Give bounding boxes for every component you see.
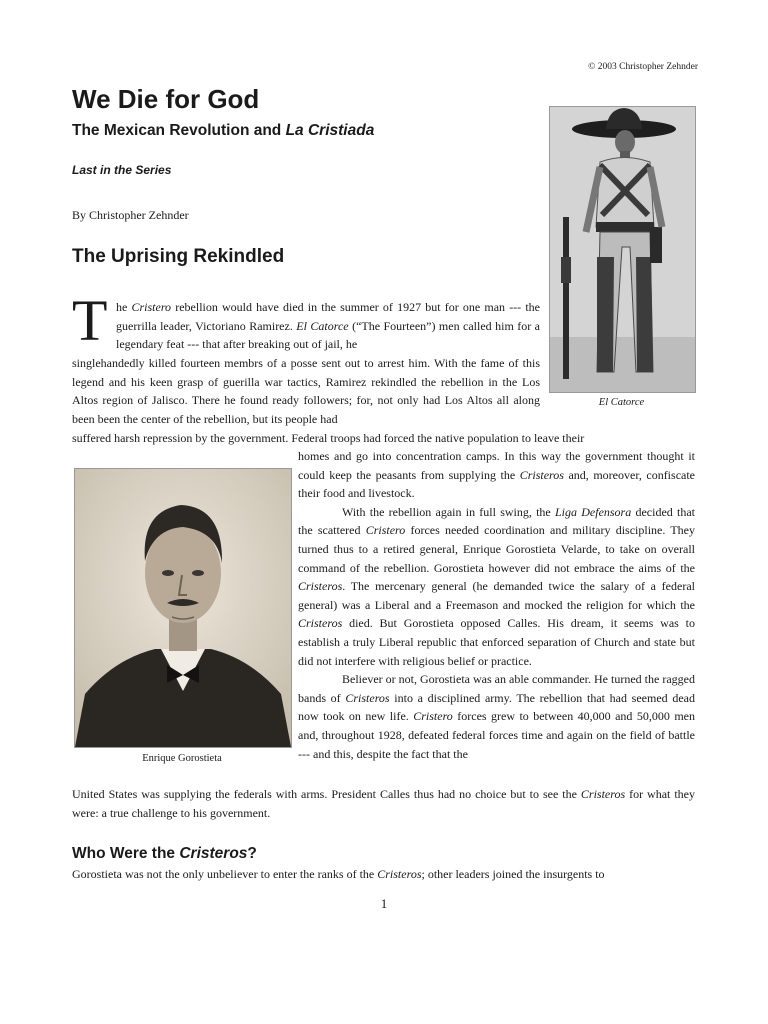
paragraph-1-lines-4-7 (72, 354, 540, 428)
paragraph-2 (298, 503, 695, 670)
article-title: We Die for God (72, 84, 260, 114)
p3-text-a: Believer or not, Gorostieta was an able commander. He turned the ragged bands of (298, 672, 695, 705)
p2-text-a: With the rebellion again in full swing, the (342, 504, 555, 519)
paragraph-1-line-8 (72, 429, 695, 448)
paragraph-1-lines-1-3 (116, 298, 540, 354)
p2-em-cristero: Cristero (365, 523, 406, 538)
p1-text-a: he (116, 300, 132, 314)
text-column-beside-portrait (298, 447, 695, 763)
paragraph-who-were (72, 865, 695, 884)
enrique-gorostieta-illustration (75, 469, 291, 747)
p1-text-h: homes and go into concentration camps. In this way the government thought it could keep the peasants from supplying the (298, 449, 695, 482)
p1-text-j: and, moreover, confiscate their food and livestock. (298, 467, 696, 501)
caption-el-catorce: El Catorce (598, 397, 645, 408)
paragraph-3-continued (72, 785, 695, 822)
p3-em-cristeros-2: Cristeros (580, 787, 626, 801)
drop-cap: T (72, 288, 108, 353)
p2-text-g: . The mercenary general (he demanded twice the salary of a federal general) was a Liberal and a Freemason and mocked the religion for which the (298, 579, 695, 612)
who-heading-pre: Who Were the (72, 845, 180, 862)
p3-text-e: forces grew to between 40,000 and 50,000 men and, throughout 1928, defeated federal forces time and again on the field of battle --- and this, despite the fact that the (298, 709, 695, 761)
subtitle-emphasis: La Cristiada (285, 122, 375, 139)
p1-em-cristeros: Cristeros (519, 467, 564, 482)
p2-em-cristeros-1: Cristeros (298, 579, 343, 594)
p1-text-e: (“The Fourteen”) men called him for a legendary feat --- that after breaking out of jail, he (116, 318, 541, 352)
photo-enrique-gorostieta (74, 468, 292, 748)
p1-text-g: suffered harsh repression by the government. Federal troops had forced the native population to leave their (72, 431, 585, 445)
p1-em-cristero: Cristero (131, 300, 172, 314)
paragraph-1-continued (298, 447, 695, 503)
section-heading-who-were-cristeros (72, 845, 257, 863)
p2-em-cristeros-2: Cristeros (298, 616, 343, 631)
photo-el-catorce (549, 106, 696, 393)
el-catorce-illustration (550, 107, 695, 392)
page-number: 1 (380, 896, 388, 911)
article-subtitle (72, 122, 374, 140)
p2-text-c: decided that the scattered (298, 504, 696, 538)
subtitle-text: The Mexican Revolution and (72, 122, 286, 139)
section-heading-uprising: The Uprising Rekindled (72, 246, 285, 267)
s2-text-a: Gorostieta was not the only unbeliever to enter the ranks of the (72, 867, 378, 881)
p1-text-f: singlehandedly killed fourteen membrs of a posse sent out to arrest him. With the fame of this legend and his keen grasp of guerilla war tactics, Ramirez rekindled the rebellion in the Los Altos region of Jalisco. There he found ready followers; for, not only had Los Altos all along been been the center of the rebellion, but its people had (72, 356, 540, 426)
caption-enrique-gorostieta: Enrique Gorostieta (142, 753, 222, 764)
series-note: Last in the Series (72, 163, 172, 177)
who-heading-em: Cristeros (179, 845, 248, 862)
p2-text-i: died. But Gorostieta opposed Calles. His dream, it seems was to establish a truly Liberal republic that enforced separation of Church and state but did not interfere with religious belief or practice. (298, 616, 695, 668)
p3-em-cristeros: Cristeros (345, 690, 390, 705)
byline: By Christopher Zehnder (72, 208, 189, 222)
p2-text-e: forces needed coordination and military discipline. They turned thus to a retired general, Enrique Gorostieta Velarde, to take on overall command of the rebellion. Gorostieta however did not embrace the aims of the (298, 523, 695, 575)
p3-em-cristero: Cristero (413, 709, 453, 724)
paragraph-3 (298, 670, 695, 763)
p3-text-h: for what they were: a true challenge to his government. (72, 787, 695, 820)
copyright-notice: © 2003 Christopher Zehnder (588, 62, 698, 72)
p3-text-f: United States was supplying the federals with arms. President Calles thus had no choice but to see the (72, 787, 581, 801)
p3-text-c: into a disciplined army. The rebellion that had seemed dead now took on new life. (298, 690, 695, 724)
p2-em-liga: Liga Defensora (555, 504, 632, 519)
p1-em-el-catorce: El Catorce (296, 318, 349, 333)
s2-text-c: ; other leaders joined the insurgents to (421, 867, 605, 881)
who-heading-post: ? (247, 845, 257, 862)
s2-em-cristeros: Cristeros (377, 867, 422, 881)
p1-text-c: rebellion would have died in the summer of 1927 but for one man --- the guerrilla leader, Victoriano Ramirez. (116, 300, 540, 333)
